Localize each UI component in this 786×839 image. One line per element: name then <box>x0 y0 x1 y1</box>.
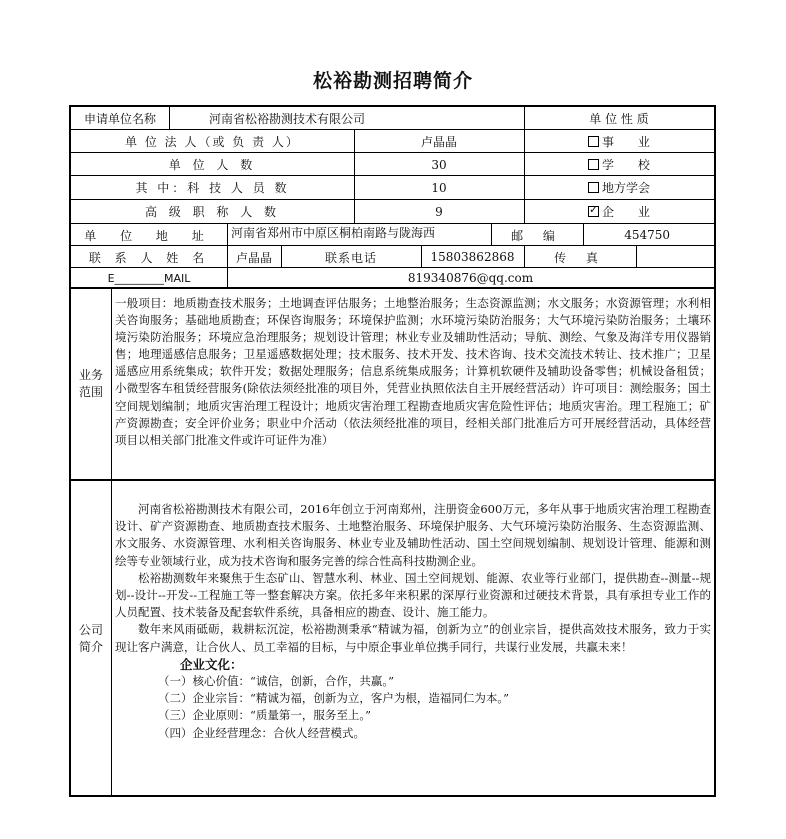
nature-option-enterprise[interactable]: ✓ 企 业 <box>524 200 714 223</box>
culture-item: （一）核心价值：“诚信，创新，合作，共赢。” <box>158 674 395 689</box>
checkbox-enterprise[interactable] <box>588 206 599 217</box>
phone-value: 15803862868 <box>430 250 515 264</box>
fax-value <box>636 246 714 268</box>
culture-item: （三）企业原则：“质量第一，服务至上。” <box>158 708 372 723</box>
nature-option-public[interactable]: 事 业 <box>524 130 714 153</box>
postcode-value: 454750 <box>624 228 670 242</box>
culture-item: （四）企业经营理念：合伙人经营模式。 <box>158 725 365 740</box>
company-profile <box>115 501 711 742</box>
staff-value: 30 <box>431 157 447 172</box>
senior-value: 9 <box>435 204 443 219</box>
business-scope-label: 业务范围 <box>78 368 103 399</box>
checkbox-school[interactable] <box>588 159 599 170</box>
applicant-value: 河南省松裕勘测技术有限公司 <box>209 112 366 126</box>
contact-label: 联 系 人 姓 名 <box>88 250 210 265</box>
checkbox-public[interactable] <box>588 136 599 147</box>
profile-paragraph-2: 松裕勘测数年来聚焦于生态矿山、智慧水利、林业、国土空间规划、能源、农业等行业部门，提供勘查--测量--规划--设计--开发--工程施工等一整套解决方案。依托多年来积累的深厚行业资源和过硬技术背景，具有承担专业工作的人员配置、技术装备及配套软件系统，具备相应的勘查、设计、施工能力。 <box>115 570 711 620</box>
legal-label: 单 位 法 人（或 负 责 人） <box>125 135 300 149</box>
staff-label: 单 位 人 数 <box>168 158 257 172</box>
address-value: 河南省郑州市中原区桐柏南路与陇海西 <box>231 226 436 240</box>
fax-label: 传 真 <box>554 250 606 265</box>
phone-label: 联系电话 <box>324 250 377 265</box>
tech-value: 10 <box>431 180 447 195</box>
legal-value: 卢晶晶 <box>420 135 457 149</box>
recruitment-form <box>69 105 716 797</box>
nature-option-school[interactable]: 学 校 <box>524 153 714 176</box>
postcode-label: 邮 编 <box>511 228 563 243</box>
tech-label: 其 中：科 技 人 员 数 <box>135 181 290 195</box>
email-value[interactable]: 819340876@qq.com <box>407 271 534 285</box>
email-label: E_________MAIL <box>107 271 191 285</box>
senior-label: 高 级 职 称 人 数 <box>144 205 281 219</box>
page-title: 松裕勘测招聘简介 <box>312 70 473 92</box>
company-profile-label: 公司简介 <box>78 623 103 654</box>
culture-title: 企业文化： <box>180 656 243 672</box>
profile-paragraph-3: 数年来风雨砥砺，栽耕耘沉淀，松裕勘测秉承“精诚为福，创新为立”的创业宗旨，提供高效技术服务，致力于实现让客户满意，让合伙人、员工幸福的目标，与中原企事业单位携手同行，共谋行业发展，共赢未来！ <box>115 622 711 654</box>
nature-option-society[interactable]: 地方学会 <box>524 176 714 199</box>
applicant-label: 申请单位名称 <box>83 112 156 126</box>
nature-label: 单 位 性 质 <box>589 112 649 126</box>
profile-paragraph-1: 河南省松裕勘测技术有限公司，2016年创立于河南郑州，注册资金600万元，多年从事于地质灾害治理工程勘查设计、矿产资源勘查、地质勘查技术服务、土地整治服务、环境保护服务、大气环境污染防治服务、生态资源监测、水文服务、水资源管理、水利相关咨询服务、林业专业及辅助性活动、国土空间规划编制、规划设计管理、能源和测绘等专业领域行业，成为技术咨询和服务完善的综合性高科技勘测企业。 <box>115 502 711 568</box>
culture-item: （二）企业宗旨：“精诚为福，创新为立，客户为根，造福同仁为本。” <box>158 691 510 706</box>
address-label: 单 位 地 址 <box>84 228 214 243</box>
contact-value: 卢晶晶 <box>235 250 272 265</box>
checkbox-society[interactable] <box>588 182 599 193</box>
business-scope-text: 一般项目：地质勘查技术服务；土地调查评估服务；土地整治服务；生态资源监测；水文服务；水资源管理；水利相关咨询服务；基础地质勘查；环保咨询服务；环境保护监测；水环境污染防治服务；大气环境污染防治服务；土壤环境污染防治服务；环境应急治理服务；规划设计管理；林业专业及辅助性活动；导航、测绘、气象及海洋专用仪器销售；地理遥感信息服务；卫星遥感数据处理；技术服务、技术开发、技术咨询、技术交流技术转让、技术推广；卫星遥感应用系统集成；软件开发；数据处理服务；信息系统集成服务；计算机软硬件及辅助设备零售；机械设备租赁；小微型客车租赁经营服务(除依法须经批准的项目外，凭营业执照依法自主开展经营活动）许可项目：测绘服务；国土空间规划编制；地质灾害治理工程设计；地质灾害治理工程勘查地质灾害危险性评估；地质灾害治。理工程施工；矿产资源勘查；安全评价业务；职业中介活动（依法须经批准的项目，经相关部门批准后方可开展经营活动，具体经营项目以相关部门批准文件或许可证件为准） <box>115 296 711 447</box>
